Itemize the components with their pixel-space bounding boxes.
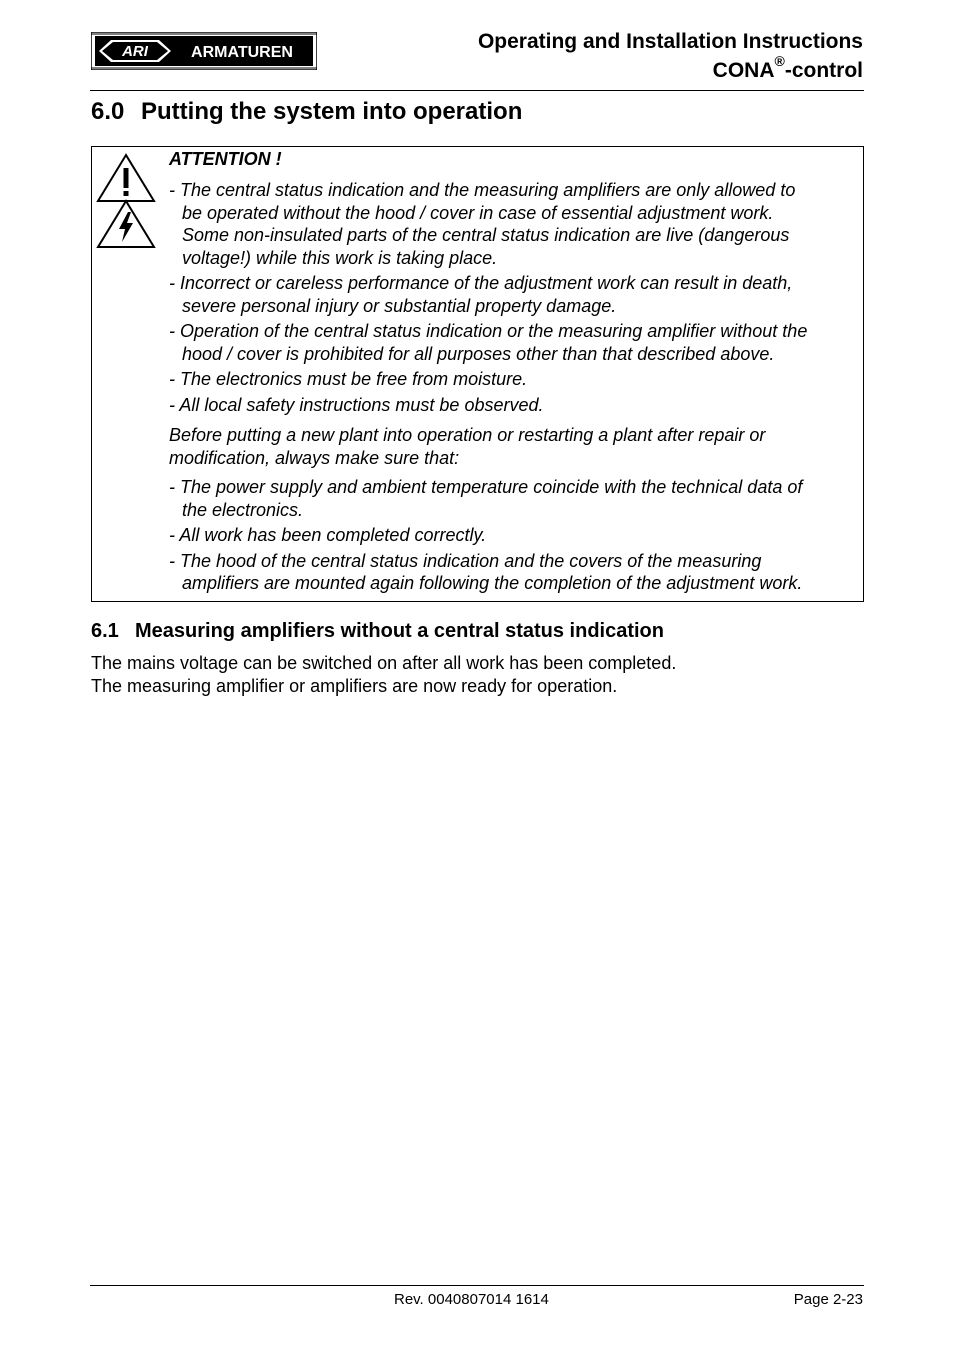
document-title: [478, 27, 863, 85]
bullet-line: - The hood of the central status indication and the covers of the measuring: [169, 550, 762, 571]
warning-icons: [96, 153, 156, 249]
bullet-line: - All local safety instructions must be observed.: [169, 394, 544, 415]
bullet-line: - The central status indication and the measuring amplifiers are only allowed to: [169, 180, 796, 200]
attention-bullet: [169, 524, 855, 547]
registered-mark: ®: [774, 53, 785, 69]
subsection-heading: [91, 617, 664, 645]
bullet-line: - Operation of the central status indication or the measuring amplifier without the: [169, 321, 808, 341]
attention-intro-line: modification, always make sure that:: [169, 447, 460, 468]
logo-wordmark: ARMATUREN: [191, 44, 293, 61]
logo-emblem-text: ARI: [122, 43, 148, 60]
section-heading: [91, 96, 522, 128]
attention-bullet: [169, 179, 855, 269]
section-number: 6.0: [91, 98, 125, 125]
bullet-continuation-line: Some non-insulated parts of the central status indication are live (dangerous: [182, 225, 790, 245]
bullet-line: - The power supply and ambient temperature coincide with the technical data of: [169, 477, 803, 497]
document-title-line1: Operating and Installation Instructions: [477, 30, 863, 53]
subsection-number: 6.1: [91, 620, 119, 642]
attention-bullet: [169, 368, 855, 391]
attention-bullet-list-2: [169, 476, 855, 595]
bullet-continuation-line: the electronics.: [182, 499, 304, 520]
bullet-line: - Incorrect or careless performance of the adjustment work can result in death,: [169, 273, 793, 293]
attention-box: [91, 146, 864, 602]
document-title-line2: [478, 53, 863, 85]
attention-bullet: [169, 320, 855, 365]
body-line: The mains voltage can be switched on after all work has been completed.: [91, 653, 677, 673]
warning-exclamation-icon: [96, 153, 156, 203]
section-title: Putting the system into operation: [141, 98, 523, 125]
bullet-continuation-line: voltage!) while this work is taking place.: [182, 247, 498, 268]
ari-armaturen-logo: [91, 32, 317, 70]
body-line: The measuring amplifier or amplifiers are now ready for operation.: [91, 675, 618, 696]
bullet-line: - All work has been completed correctly.: [169, 525, 487, 545]
attention-intro-line: Before putting a new plant into operation or restarting a plant after repair or: [169, 425, 766, 445]
attention-bullet: [169, 272, 855, 317]
bullet-continuation-line: be operated without the hood / cover in case of essential adjustment work.: [182, 202, 774, 223]
attention-bullet: [169, 550, 855, 595]
attention-bullet-list-1: [169, 179, 855, 416]
revision-number: Rev. 0040807014 1614: [394, 1291, 549, 1308]
header-divider: [90, 90, 864, 91]
attention-bullet: [169, 476, 855, 521]
subsection-body: [91, 652, 861, 697]
product-suffix: -control: [784, 59, 863, 82]
attention-bullet: [169, 394, 855, 417]
bullet-continuation-line: hood / cover is prohibited for all purposes other than that described above.: [182, 343, 775, 364]
attention-heading: ATTENTION !: [169, 149, 282, 169]
bullet-continuation-line: severe personal injury or substantial property damage.: [182, 295, 617, 316]
footer-divider: [90, 1285, 864, 1286]
attention-intro: [169, 424, 855, 469]
high-voltage-icon: [96, 199, 156, 249]
bullet-continuation-line: amplifiers are mounted again following the completion of the adjustment work.: [182, 573, 803, 593]
bullet-line: - The electronics must be free from moisture.: [169, 369, 528, 389]
product-name: CONA: [712, 59, 775, 82]
attention-text: [169, 147, 855, 595]
subsection-title: Measuring amplifiers without a central status indication: [135, 620, 664, 642]
page-number: Page 2-23: [793, 1291, 863, 1308]
